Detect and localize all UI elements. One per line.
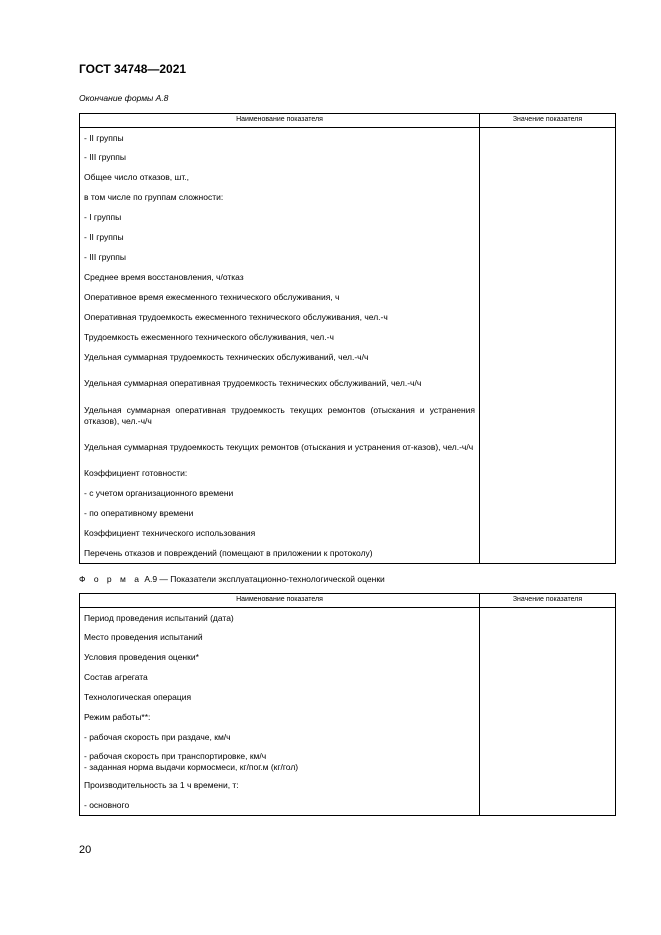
value-cell xyxy=(480,776,616,796)
value-cell xyxy=(480,268,616,288)
form-a9-caption xyxy=(79,574,385,584)
column-header-name: Наименование показателя xyxy=(80,594,480,608)
value-cell xyxy=(480,400,616,432)
table-row: Условия проведения оценки* xyxy=(80,648,480,668)
table-row: Удельная суммарная оперативная трудоемкость текущих ремонтов (отыскания и устранения отказов), чел.-ч/ч xyxy=(80,400,480,432)
value-cell xyxy=(480,308,616,328)
table-row: - рабочая скорость при транспортировке, км/ч - заданная норма выдачи кормосмеси, кг/пог.м (кг/гол) xyxy=(80,748,480,776)
value-cell xyxy=(480,248,616,268)
table-row: - основного xyxy=(80,796,480,816)
table-row: - III группы xyxy=(80,248,480,268)
table-row: Среднее время восстановления, ч/отказ xyxy=(80,268,480,288)
form-a8-caption: Окончание формы А.8 xyxy=(79,93,169,103)
value-cell xyxy=(480,368,616,400)
value-cell xyxy=(480,728,616,748)
value-cell xyxy=(480,796,616,816)
table-row: Удельная суммарная оперативная трудоемкость технических обслуживаний, чел.-ч/ч xyxy=(80,368,480,400)
table-row: - I группы xyxy=(80,208,480,228)
table-row: Место проведения испытаний xyxy=(80,628,480,648)
column-header-name: Наименование показателя xyxy=(80,114,480,128)
table-row: Технологическая операция xyxy=(80,688,480,708)
value-cell xyxy=(480,668,616,688)
form-a8-table xyxy=(79,113,616,564)
value-cell xyxy=(480,432,616,464)
value-cell xyxy=(480,348,616,368)
value-cell xyxy=(480,328,616,348)
table-row: Состав агрегата xyxy=(80,668,480,688)
value-cell xyxy=(480,128,616,148)
table-row: Удельная суммарная трудоемкость текущих ремонтов (отыскания и устранения от-казов), чел.-ч/ч xyxy=(80,432,480,464)
value-cell xyxy=(480,288,616,308)
table-row: - по оперативному времени xyxy=(80,504,480,524)
value-cell xyxy=(480,688,616,708)
table-row: - рабочая скорость при раздаче, км/ч xyxy=(80,728,480,748)
table-row: - с учетом организационного времени xyxy=(80,484,480,504)
table-row: Перечень отказов и повреждений (помещают в приложении к протоколу) xyxy=(80,544,480,564)
table-row: Производительность за 1 ч времени, т: xyxy=(80,776,480,796)
column-header-value: Значение показателя xyxy=(480,594,616,608)
value-cell xyxy=(480,608,616,628)
table-row: - II группы xyxy=(80,128,480,148)
value-cell xyxy=(480,544,616,564)
table-row: Оперативная трудоемкость ежесменного технического обслуживания, чел.-ч xyxy=(80,308,480,328)
value-cell xyxy=(480,148,616,168)
value-cell xyxy=(480,228,616,248)
value-cell xyxy=(480,708,616,728)
value-cell xyxy=(480,504,616,524)
table-row: Коэффициент технического использования xyxy=(80,524,480,544)
value-cell xyxy=(480,168,616,188)
value-cell xyxy=(480,524,616,544)
value-cell xyxy=(480,208,616,228)
value-cell xyxy=(480,464,616,484)
column-header-value: Значение показателя xyxy=(480,114,616,128)
table-row: Удельная суммарная трудоемкость технических обслуживаний, чел.-ч/ч xyxy=(80,348,480,368)
table-row: Трудоемкость ежесменного технического обслуживания, чел.-ч xyxy=(80,328,480,348)
page-number: 20 xyxy=(79,844,92,856)
form-a9-table xyxy=(79,593,616,816)
value-cell xyxy=(480,648,616,668)
table-row: Режим работы**: xyxy=(80,708,480,728)
value-cell xyxy=(480,748,616,776)
table-row: Оперативное время ежесменного технического обслуживания, ч xyxy=(80,288,480,308)
table-row: в том числе по группам сложности: xyxy=(80,188,480,208)
table-row: Коэффициент готовности: xyxy=(80,464,480,484)
table-row: - III группы xyxy=(80,148,480,168)
table-row: Общее число отказов, шт., xyxy=(80,168,480,188)
value-cell xyxy=(480,628,616,648)
form-a9-caption-text: А.9 — Показатели эксплуатационно-технологической оценки xyxy=(144,574,385,584)
document-title: ГОСТ 34748—2021 xyxy=(79,62,187,76)
table-row: - II группы xyxy=(80,228,480,248)
table-row: Период проведения испытаний (дата) xyxy=(80,608,480,628)
value-cell xyxy=(480,484,616,504)
form-a9-caption-prefix: Ф о р м а xyxy=(79,574,142,584)
value-cell xyxy=(480,188,616,208)
